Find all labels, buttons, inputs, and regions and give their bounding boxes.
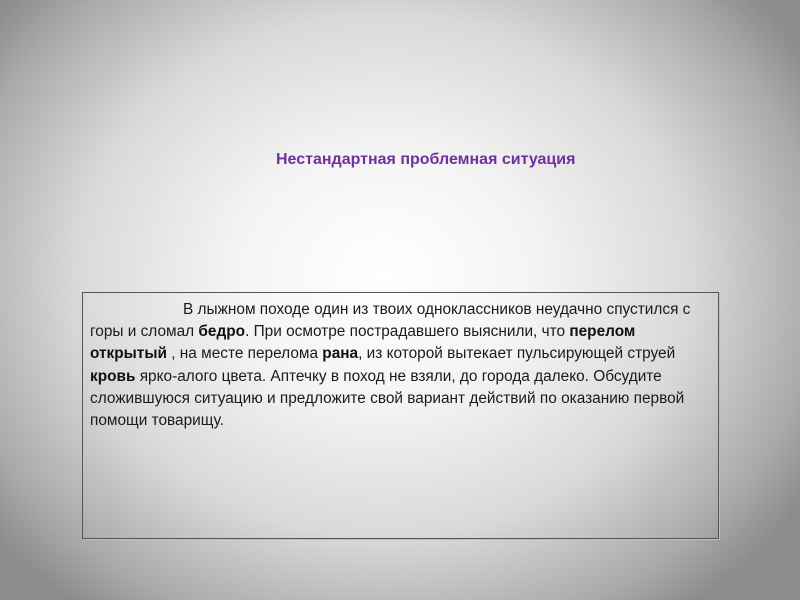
- emphasis-blood: кровь: [90, 367, 136, 385]
- emphasis-wound: рана: [322, 345, 359, 363]
- text-segment-4: , из которой вытекает пульсирующей струей: [358, 345, 676, 363]
- text-segment-1: В лыжном походе один из твоих одноклассников неудачно спустился с горы и сломал: [90, 301, 691, 341]
- slide-title: Нестандартная проблемная ситуация: [276, 151, 576, 168]
- emphasis-open-fracture: перелом открытый: [90, 323, 636, 363]
- emphasis-thigh: бедро: [198, 323, 246, 341]
- problem-text-box: [82, 292, 719, 539]
- problem-paragraph: [90, 299, 698, 432]
- text-segment-2: . При осмотре пострадавшего выяснили, что: [245, 323, 570, 341]
- text-segment-5: ярко-алого цвета. Аптечку в поход не взяли, до города далеко. Обсудите сложившуюся ситуацию и предложите свой вариант действий по оказанию первой помощи товарищу.: [90, 367, 685, 430]
- text-segment-3: , на месте перелома: [166, 345, 323, 363]
